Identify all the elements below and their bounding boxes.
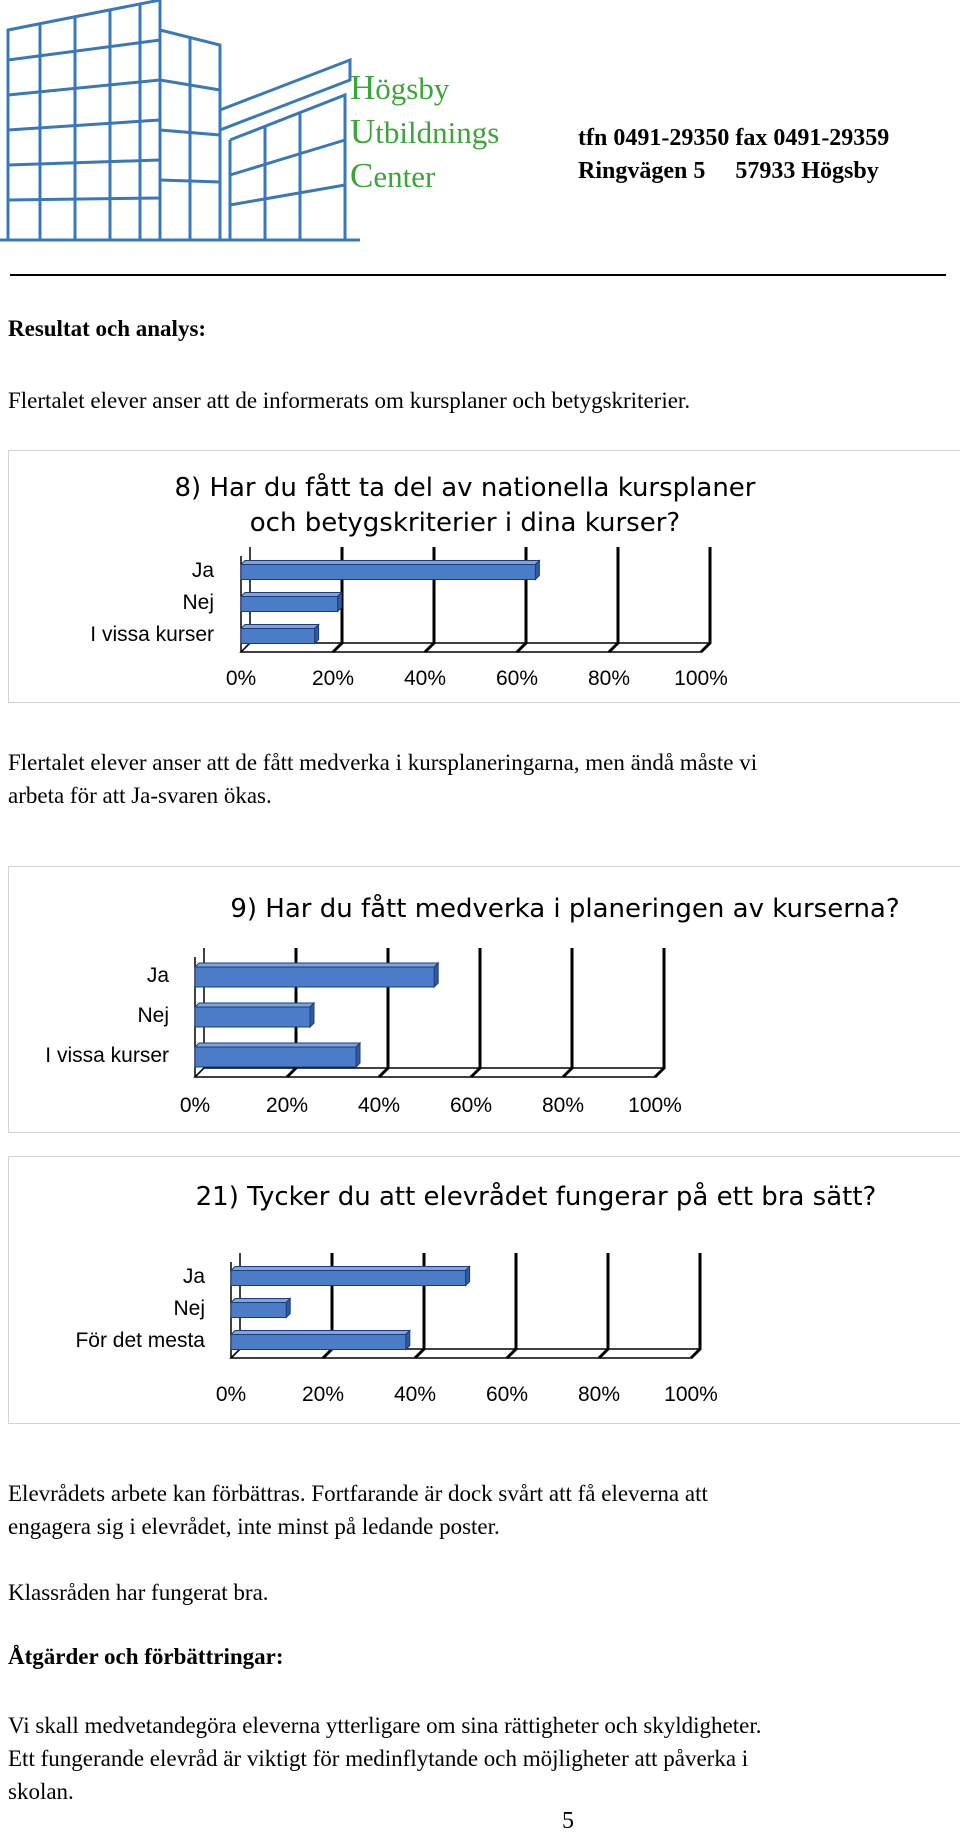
logo-line-1: Högsby xyxy=(350,68,450,107)
contact-address: Ringvägen 5 57933 Högsby xyxy=(578,158,879,184)
chart-bar-top xyxy=(241,561,539,565)
chart-category-label: Ja xyxy=(182,1265,205,1288)
council-paragraph-line-1: Elevrådets arbete kan förbättras. Fortfarande är dock svårt att få eleverna att xyxy=(8,1481,708,1506)
chart-category-label: För det mesta xyxy=(75,1329,205,1352)
chart-national-syllabi xyxy=(8,450,960,703)
chart-tick-label: 80% xyxy=(587,667,631,690)
actions-paragraph-line-3: skolan. xyxy=(8,1779,74,1804)
council-paragraph-line-2: engagera sig i elevrådet, inte minst på ledande poster. xyxy=(8,1514,500,1539)
chart-bar xyxy=(241,597,338,612)
chart-gridline xyxy=(609,547,618,652)
chart-bar xyxy=(231,1303,286,1318)
chart-tick-label: 80% xyxy=(541,1094,585,1117)
chart-bar-top xyxy=(231,1267,470,1271)
chart-tick-label: 0% xyxy=(225,667,257,690)
chart-tick-label: 20% xyxy=(311,667,355,690)
chart-bar-side xyxy=(406,1331,410,1350)
chart-category-label: I vissa kurser xyxy=(90,623,214,646)
page-number: 5 xyxy=(562,1808,574,1834)
chart-tick-label: 60% xyxy=(449,1094,493,1117)
chart-plot-area xyxy=(229,1249,709,1365)
actions-paragraph-line-1: Vi skall medvetandegöra eleverna ytterligare om sina rättigheter och skyldigheter. xyxy=(8,1713,762,1738)
chart-tick-label: 40% xyxy=(357,1094,401,1117)
chart-tick-label: 40% xyxy=(393,1383,437,1406)
contact-phone-fax: tfn 0491-29350 fax 0491-29359 xyxy=(578,125,890,151)
chart-category-label: I vissa kurser xyxy=(45,1044,169,1067)
chart-tick-label: 0% xyxy=(215,1383,247,1406)
chart-floor xyxy=(231,1349,700,1358)
chart-bar xyxy=(195,1007,310,1027)
actions-heading: Åtgärder och förbättringar: xyxy=(8,1644,284,1669)
chart-bar-side xyxy=(356,1043,360,1067)
chart-bar-side xyxy=(315,625,319,644)
chart-tick-label: 100% xyxy=(664,1383,718,1406)
chart-gridline xyxy=(701,547,710,652)
chart-bar-top xyxy=(231,1331,410,1335)
chart-tick-label: 20% xyxy=(301,1383,345,1406)
chart-floor xyxy=(195,1068,664,1077)
chart-bar-side xyxy=(310,1003,314,1027)
chart-bar xyxy=(195,967,434,987)
chart-gridline xyxy=(655,948,664,1077)
chart-bar xyxy=(241,629,315,644)
chart-gridline xyxy=(563,948,572,1077)
chart-tick-label: 40% xyxy=(403,667,447,690)
chart-category-label: Ja xyxy=(146,964,169,987)
chart-plot-area xyxy=(239,543,719,659)
chart-bar xyxy=(231,1271,466,1286)
chart-category-label: Nej xyxy=(173,1297,205,1320)
chart-tick-label: 80% xyxy=(577,1383,621,1406)
chart-bar-side xyxy=(434,963,438,987)
chart-tick-label: 100% xyxy=(628,1094,682,1117)
chart-bar-side xyxy=(338,593,342,612)
chart-category-label: Nej xyxy=(137,1004,169,1027)
chart-category-label: Ja xyxy=(191,559,214,582)
actions-paragraph-line-2: Ett fungerande elevråd är viktigt för medinflytande och möjligheter att påverka i xyxy=(8,1746,749,1771)
chart-tick-label: 60% xyxy=(495,667,539,690)
chart-bar-top xyxy=(195,1003,314,1007)
chart-title-line: och betygskriterier i dina kurser? xyxy=(249,508,681,538)
syllabus-planning-paragraph-line-2: arbeta för att Ja-svaren ökas. xyxy=(8,783,272,808)
chart-tick-label: 100% xyxy=(674,667,728,690)
chart-bar-side xyxy=(466,1267,470,1286)
chart-course-planning xyxy=(8,866,960,1133)
chart-category-label: Nej xyxy=(182,591,214,614)
chart-tick-label: 60% xyxy=(485,1383,529,1406)
chart-bar-top xyxy=(195,963,438,967)
results-heading: Resultat och analys: xyxy=(8,316,207,341)
chart-bar-top xyxy=(241,593,342,597)
chart-bar-top xyxy=(231,1299,290,1303)
chart-gridline xyxy=(507,1253,516,1358)
chart-tick-label: 20% xyxy=(265,1094,309,1117)
chart-gridline xyxy=(471,948,480,1077)
chart-bar xyxy=(195,1047,356,1067)
chart-title-line: 21) Tycker du att elevrådet fungerar på ett bra sätt? xyxy=(195,1182,877,1212)
chart-student-council xyxy=(8,1156,960,1424)
chart-plot-area xyxy=(193,944,673,1084)
results-paragraph: Flertalet elever anser att de informerats om kursplaner och betygskriterier. xyxy=(8,388,691,413)
chart-bar-side xyxy=(535,561,539,580)
chart-floor xyxy=(241,643,710,652)
header-divider xyxy=(10,274,946,276)
logo-line-3: Center xyxy=(350,156,436,195)
class-council-paragraph: Klassråden har fungerat bra. xyxy=(8,1580,269,1605)
logo-line-2: Utbildnings xyxy=(350,112,500,151)
chart-gridline xyxy=(599,1253,608,1358)
chart-bar xyxy=(241,565,535,580)
school-name-logo-text xyxy=(350,66,499,198)
chart-tick-label: 0% xyxy=(179,1094,211,1117)
chart-bar-top xyxy=(241,625,319,629)
chart-bar-side xyxy=(286,1299,290,1318)
chart-bar xyxy=(231,1335,406,1350)
chart-gridline xyxy=(691,1253,700,1358)
chart-title-line: 8) Har du fått ta del av nationella kursplaner xyxy=(174,473,756,503)
syllabus-planning-paragraph-line-1: Flertalet elever anser att de fått medverka i kursplaneringarna, men ändå måste vi xyxy=(8,750,758,775)
school-building-logo-icon xyxy=(0,0,360,245)
chart-bar-top xyxy=(195,1043,360,1047)
chart-title-line: 9) Har du fått medverka i planeringen av kurserna? xyxy=(230,894,900,924)
